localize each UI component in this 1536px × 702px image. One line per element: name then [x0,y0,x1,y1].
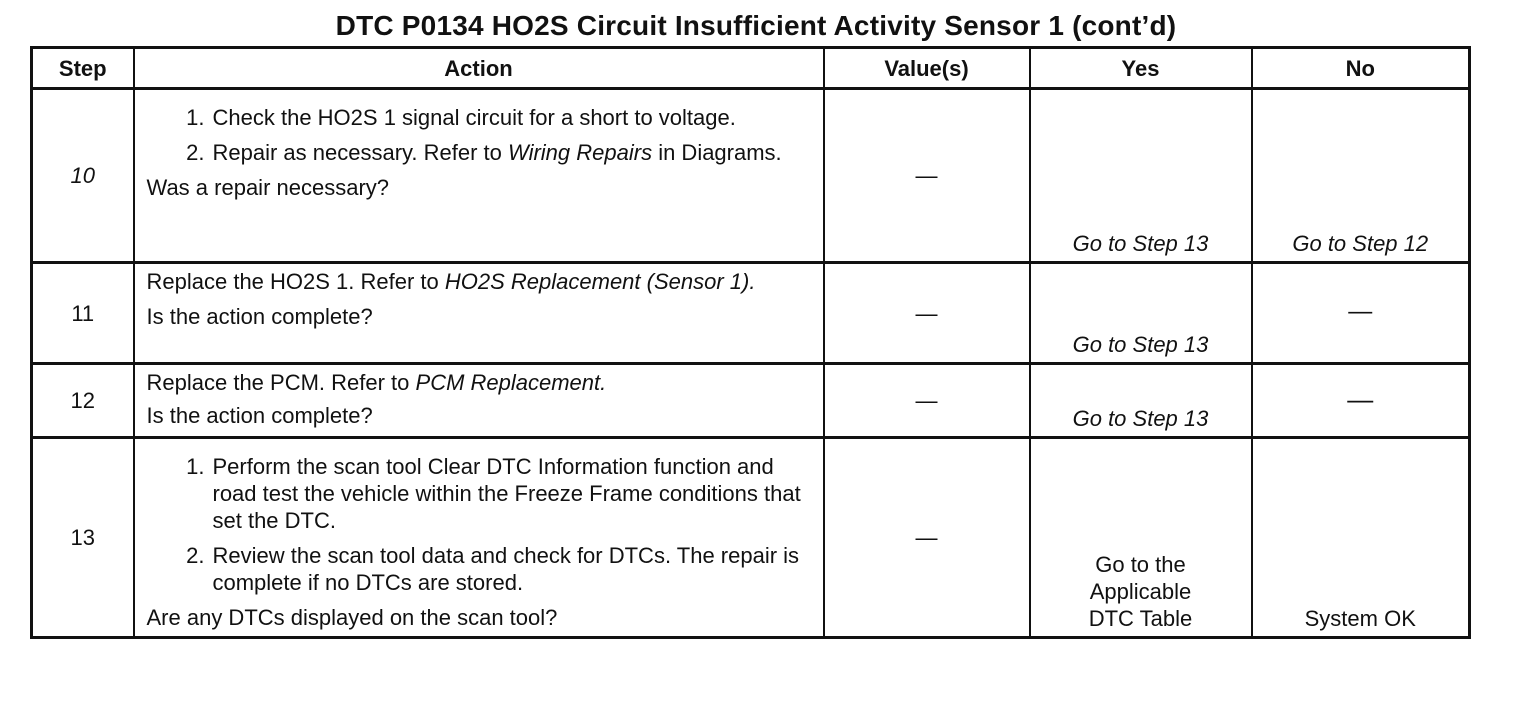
reference-link: Wiring Repairs [508,140,653,165]
page-title: DTC P0134 HO2S Circuit Insufficient Activity Sensor 1 (cont’d) [335,10,1177,41]
step-number: 11 [32,263,134,364]
yes-action: Go to Step 13 [1072,332,1209,357]
step-question: Was a repair necessary? [146,175,390,200]
header-no: No [1252,48,1470,89]
action-list [147,104,813,166]
action-cell [134,263,824,364]
step-question: Is the action complete? [146,304,373,329]
item-text-post: in Diagrams. [652,140,782,165]
item-text-pre: Repair as necessary. Refer to [212,140,508,165]
table-row [32,263,1470,364]
dtc-table [30,46,1471,639]
item-text: Review the scan tool data and check for DTCs. The repair is complete if no DTCs are stored. [212,543,800,595]
no-cell [1252,89,1470,263]
step-number: 12 [32,364,134,438]
item-number: 2. [186,140,205,165]
action-cell [134,89,824,263]
yes-cell [1030,263,1252,364]
no-action: Go to Step 12 [1292,231,1429,256]
step-question: Is the action complete? [146,403,373,428]
action-text-pre: Replace the PCM. Refer to [146,370,416,395]
list-item [147,104,813,131]
action-text [147,268,813,295]
header-yes: Yes [1030,48,1252,89]
yes-cell [1030,438,1252,638]
step-question: Are any DTCs displayed on the scan tool? [146,605,558,630]
yes-cell [1030,89,1252,263]
item-text [213,139,813,166]
action-list [147,453,813,596]
yes-action: Go to Step 13 [1072,231,1209,256]
no-cell: — [1252,263,1470,364]
item-text: Check the HO2S 1 signal circuit for a short to voltage. [212,105,736,130]
header-values: Value(s) [824,48,1030,89]
no-cell: — [1252,364,1470,438]
table-row [32,438,1470,638]
reference-link: HO2S Replacement (Sensor 1). [444,269,756,294]
value-cell: — [824,438,1030,638]
item-number: 1. [186,105,205,130]
list-item [147,139,813,166]
item-number: 1. [186,454,205,479]
action-text [147,369,813,396]
reference-link: PCM Replacement. [415,370,607,395]
table-header-row [32,48,1470,89]
value-cell: — [824,89,1030,263]
table-row [32,364,1470,438]
list-item [147,542,813,596]
action-text-pre: Replace the HO2S 1. Refer to [146,269,445,294]
no-action: System OK [1304,606,1416,631]
yes-action: Go to the Applicable DTC Table [1088,552,1193,631]
header-step: Step [32,48,134,89]
item-text: Perform the scan tool Clear DTC Information function and road test the vehicle within the Freeze Frame conditions that set the DTC. [212,454,801,533]
step-number: 10 [32,89,134,263]
action-cell [134,364,824,438]
action-cell [134,438,824,638]
item-number: 2. [186,543,205,568]
list-item [147,453,813,534]
step-number: 13 [32,438,134,638]
value-cell: — [824,263,1030,364]
header-action: Action [134,48,824,89]
yes-action: Go to Step 13 [1072,406,1209,431]
yes-cell [1030,364,1252,438]
value-cell: — [824,364,1030,438]
no-cell [1252,438,1470,638]
table-row [32,89,1470,263]
